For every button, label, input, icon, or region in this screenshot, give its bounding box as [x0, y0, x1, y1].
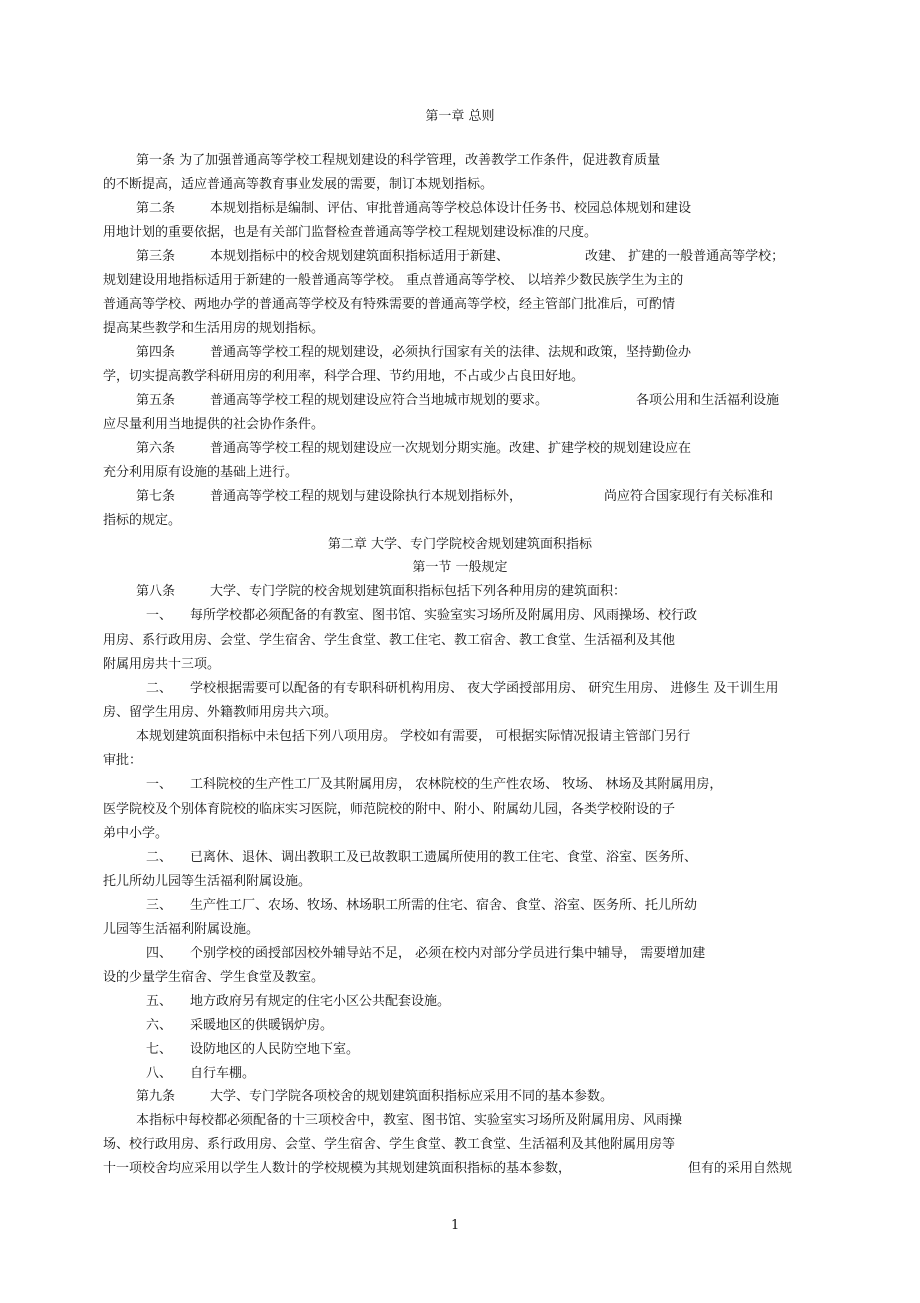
item-line: 托儿所幼儿园等生活福利附属设施。: [103, 874, 312, 889]
article-3-line: 规划建设用地指标适用于新建的一般普通高等学校。 重点普通高等学校、 以培养少数民族学生为主的: [103, 273, 684, 288]
article-text: 十一项校舍均应采用以学生人数计的学校规模为其规划建筑面积指标的基本参数，: [103, 1161, 572, 1176]
article-6: [136, 441, 692, 457]
chapter-2-title: 第二章 大学、专门学院校舍规划建筑面积指标: [327, 537, 593, 552]
article-5-line: 应尽量利用当地提供的社会协作条件。: [103, 417, 325, 432]
article-text: 但有的采用自然规: [688, 1161, 793, 1176]
article-4-line: 学，切实提高教学科研用房的利用率，科学合理、节约用地，不占或少占良田好地。: [103, 369, 585, 384]
section-1-title: 第一节 一般规定: [412, 560, 508, 575]
article-text: 普通高等学校工程的规划建设，必须执行国家有关的法律、法规和政策，坚持勤俭办: [210, 345, 692, 360]
article-label: 第七条: [136, 489, 176, 504]
article-7-line: 指标的规定。: [103, 513, 182, 528]
list-item: [146, 1018, 334, 1034]
page-number: 1: [451, 1218, 460, 1233]
article-text: 普通高等学校工程的规划建设应符合当地城市规划的要求。: [210, 393, 549, 408]
article-text: 本规划指标中的校舍规划建筑面积指标适用于新建、: [210, 249, 510, 264]
item-line: 儿园等生活福利附属设施。: [103, 922, 260, 937]
article-label: 第二条: [136, 201, 176, 216]
article-4: [136, 345, 692, 361]
article-text: 为了加强普通高等学校工程规划建设的科学管理，改善教学工作条件，促进教育质量: [179, 153, 661, 168]
article-label: 第八条: [136, 584, 176, 599]
article-text: 大学、专门学院的校舍规划建筑面积指标包括下列各种用房的建筑面积：: [210, 584, 627, 599]
item-number: 二、: [146, 681, 173, 696]
item-text: 学校根据需要可以配备的有专职科研机构用房、 夜大学函授部用房、 研究生用房、 进修生 及干训生用: [190, 681, 779, 696]
article-text: 大学、专门学院各项校舍的规划建筑面积指标应采用不同的基本参数。: [210, 1089, 614, 1104]
article-text: 普通高等学校工程的规划建设应一次规划分期实施。改建、扩建学校的规划建设应在: [210, 441, 692, 456]
item-number: 四、: [146, 946, 173, 961]
article-9-line: 场、校行政用房、系行政用房、会堂、学生宿舍、学生食堂、教工食堂、生活福利及其他附属用房等: [103, 1137, 676, 1152]
item-text: 工科院校的生产性工厂及其附属用房， 农林院校的生产性农场、 牧场、 林场及其附属用房，: [190, 777, 723, 792]
article-3: [136, 249, 785, 265]
article-text: 各项公用和生活福利设施: [636, 393, 780, 408]
article-5: [136, 393, 780, 409]
article-text: 本规划指标是编制、评估、审批普通高等学校总体设计任务书、校园总体规划和建设: [210, 201, 692, 216]
item-text: 地方政府另有规定的住宅小区公共配套设施。: [190, 994, 451, 1009]
article-9: [136, 1089, 614, 1105]
item-number: 三、: [146, 898, 173, 913]
article-label: 第九条: [136, 1089, 176, 1104]
article-9-line: [103, 1161, 793, 1177]
article-1: [136, 153, 660, 169]
article-label: 第一条: [136, 153, 176, 168]
item-text: 采暖地区的供暖锅炉房。: [190, 1018, 334, 1033]
list-item: [146, 994, 451, 1010]
item-text: 每所学校都必须配备的有教室、图书馆、实验室实习场所及附属用房、风雨操场、校行政: [190, 608, 698, 623]
list-item: [146, 1042, 360, 1058]
article-2: [136, 201, 692, 217]
item-text: 已离休、退休、调出教职工及已故教职工遗属所使用的教工住宅、食堂、浴室、医务所、: [190, 850, 698, 865]
list-item: [146, 1066, 256, 1082]
article-text: 改建、 扩建的一般普通高等学校；: [585, 249, 785, 264]
article-label: 第三条: [136, 249, 176, 264]
chapter-1-title: 第一章 总则: [425, 109, 495, 124]
item-number: 八、: [146, 1066, 173, 1081]
item-text: 设防地区的人民防空地下室。: [190, 1042, 360, 1057]
item-line: 设的少量学生宿舍、学生食堂及教室。: [103, 970, 325, 985]
item-line: 弟中小学。: [103, 826, 169, 841]
article-7: [136, 489, 774, 505]
item-number: 一、: [146, 608, 173, 623]
article-text: 普通高等学校工程的规划与建设除执行本规划指标外，: [210, 489, 523, 504]
article-text: 尚应符合国家现行有关标准和: [604, 489, 774, 504]
item-number: 六、: [146, 1018, 173, 1033]
article-2-line: 用地计划的重要依据，也是有关部门监督检查普通高等学校工程规划建设标准的尺度。: [103, 225, 598, 240]
item-number: 五、: [146, 994, 173, 1009]
exclusion-paragraph: 本规划建筑面积指标中未包括下列八项用房。 学校如有需要， 可根据实际情况报请主管部门另行: [136, 729, 691, 744]
item-text: 生产性工厂、农场、牧场、林场职工所需的住宅、宿舍、食堂、浴室、医务所、托儿所幼: [190, 898, 698, 913]
list-item: [146, 777, 723, 793]
article-9-paragraph: 本指标中每校都必须配备的十三项校舍中，教室、图书馆、实验室实习场所及附属用房、风雨操: [136, 1113, 683, 1128]
list-item: [146, 898, 698, 914]
article-8: [136, 584, 627, 600]
item-number: 七、: [146, 1042, 173, 1057]
article-1-line: 的不断提高，适应普通高等教育事业发展的需要，制订本规划指标。: [103, 177, 494, 192]
item-line: 附属用房共十三项。: [103, 657, 221, 672]
item-number: 一、: [146, 777, 173, 792]
item-line: 用房、系行政用房、会堂、学生宿舍、学生食堂、教工住宅、教工宿舍、教工食堂、生活福利及其他: [103, 633, 676, 648]
article-label: 第六条: [136, 441, 176, 456]
list-item: [146, 946, 706, 962]
article-label: 第五条: [136, 393, 176, 408]
item-number: 二、: [146, 850, 173, 865]
list-item: [146, 850, 698, 866]
item-line: 医学院校及个别体育院校的临床实习医院，师范院校的附中、附小、附属幼儿园，各类学校附设的子: [103, 802, 676, 817]
article-3-line: 提高某些教学和生活用房的规划指标。: [103, 321, 325, 336]
list-item: [146, 681, 779, 697]
article-6-line: 充分利用原有设施的基础上进行。: [103, 465, 299, 480]
article-3-line: 普通高等学校、两地办学的普通高等学校及有特殊需要的普通高等学校，经主管部门批准后，可酌情: [103, 297, 676, 312]
item-text: 自行车棚。: [190, 1066, 256, 1081]
item-text: 个别学校的函授部因校外辅导站不足， 必须在校内对部分学员进行集中辅导， 需要增加建: [190, 946, 706, 961]
list-item: [146, 608, 698, 624]
article-label: 第四条: [136, 345, 176, 360]
item-line: 房、留学生用房、外籍教师用房共六项。: [103, 705, 338, 720]
exclusion-line: 审批：: [103, 753, 143, 768]
